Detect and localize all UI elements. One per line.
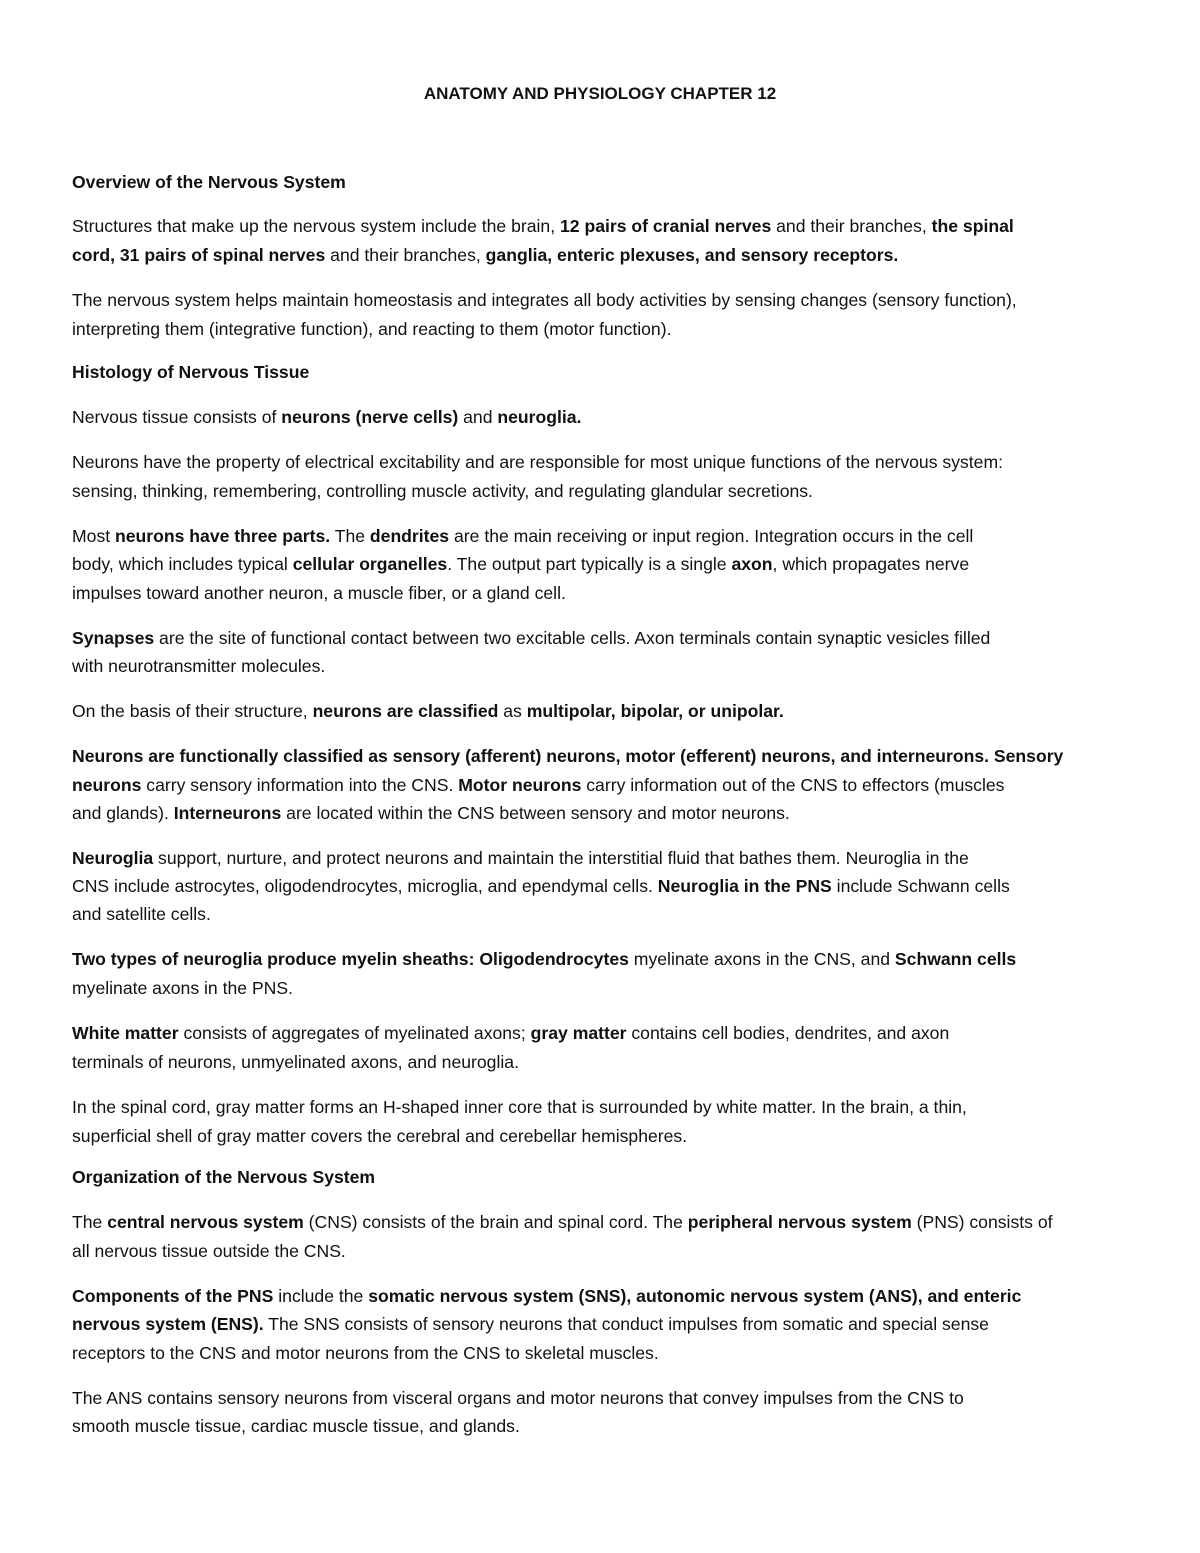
text-run: terminals of neurons, unmyelinated axons, and neuroglia. (72, 1052, 519, 1072)
text-run: interpreting them (integrative function), and reacting to them (motor function). (72, 319, 672, 339)
text-run: The SNS consists of sensory neurons that conduct impulses from somatic and special sense (263, 1314, 989, 1334)
text-run: CNS include astrocytes, oligodendrocytes, microglia, and ependymal cells. (72, 876, 658, 896)
text-run: The (330, 526, 370, 546)
text-run: carry information out of the CNS to effectors (muscles (581, 775, 1005, 795)
text-run: Structures that make up the nervous system include the brain, (72, 216, 560, 236)
bold-term: cellular organelles (292, 554, 448, 574)
bold-term: somatic nervous system (SNS), autonomic nervous system (ANS), and enteric (368, 1286, 1022, 1306)
document-title: ANATOMY AND PHYSIOLOGY CHAPTER 12 (423, 84, 777, 103)
bold-term: 12 pairs of cranial nerves (560, 216, 772, 236)
bold-term: axon (731, 554, 773, 574)
bold-term: dendrites (369, 526, 450, 546)
text-line (72, 903, 211, 925)
bold-term: neuroglia. (497, 407, 582, 427)
bold-term: White matter (72, 1023, 179, 1043)
text-run: The ANS contains sensory neurons from visceral organs and motor neurons that convey impulses from the CNS to (72, 1388, 964, 1408)
text-line (72, 289, 1017, 311)
bold-term: peripheral nervous system (687, 1212, 912, 1232)
text-run: include Schwann cells (831, 876, 1010, 896)
text-run: and (458, 407, 498, 427)
text-line (72, 1342, 659, 1364)
text-line (72, 875, 1010, 897)
text-run: include the (273, 1286, 369, 1306)
bold-term: Neurons are functionally classified as sensory (afferent) neurons, motor (efferent) neurons, and interneurons. Sensory (72, 746, 1064, 766)
text-line (72, 627, 990, 649)
text-line (72, 948, 1016, 970)
text-run: are the site of functional contact between two excitable cells. Axon terminals contain synaptic vesicles filled (154, 628, 991, 648)
text-run: smooth muscle tissue, cardiac muscle tissue, and glands. (72, 1416, 520, 1436)
text-line (72, 525, 973, 547)
bold-term: Neuroglia (72, 848, 154, 868)
text-run: all nervous tissue outside the CNS. (72, 1241, 346, 1261)
bold-term: Interneurons (173, 803, 282, 823)
heading-organization: Organization of the Nervous System (72, 1167, 376, 1187)
text-run: On the basis of their structure, (72, 701, 313, 721)
text-line (72, 215, 1014, 237)
text-run: In the spinal cord, gray matter forms an H-shaped inner core that is surrounded by white matter. In the brain, a thin, (72, 1097, 967, 1117)
text-line (72, 1387, 964, 1409)
heading-overview: Overview of the Nervous System (72, 172, 346, 192)
text-run: body, which includes typical (72, 554, 293, 574)
text-run: and their branches, (325, 245, 486, 265)
text-line (72, 1211, 1053, 1233)
bold-term: Synapses (72, 628, 155, 648)
bold-term: multipolar, bipolar, or unipolar. (526, 701, 784, 721)
bold-term: Motor neurons (458, 775, 582, 795)
text-line (72, 1125, 687, 1147)
text-line (72, 655, 325, 677)
text-line (72, 745, 1063, 767)
text-line (72, 977, 293, 999)
text-run: with neurotransmitter molecules. (72, 656, 326, 676)
text-run: and their branches, (771, 216, 932, 236)
text-line (72, 1022, 949, 1044)
text-run: receptors to the CNS and motor neurons from the CNS to skeletal muscles. (72, 1343, 659, 1363)
text-line (72, 847, 969, 869)
text-run: as (498, 701, 527, 721)
text-run: impulses toward another neuron, a muscle fiber, or a gland cell. (72, 583, 566, 603)
bold-term: central nervous system (107, 1212, 304, 1232)
text-line (72, 700, 784, 722)
bold-term: ganglia, enteric plexuses, and sensory receptors. (485, 245, 899, 265)
bold-term: neurons (nerve cells) (281, 407, 459, 427)
bold-term: gray matter (530, 1023, 627, 1043)
text-line (72, 553, 969, 575)
text-run: contains cell bodies, dendrites, and axon (626, 1023, 950, 1043)
bold-term: nervous system (ENS). (72, 1314, 264, 1334)
text-run: The nervous system helps maintain homeostasis and integrates all body activities by sensing changes (sensory function), (72, 290, 1017, 310)
text-run: myelinate axons in the PNS. (72, 978, 294, 998)
bold-term: neurons have three parts. (115, 526, 331, 546)
bold-term: cord, 31 pairs of spinal nerves (72, 245, 326, 265)
bold-term: Schwann cells (894, 949, 1017, 969)
text-line (72, 774, 1004, 796)
bold-term: Neuroglia in the PNS (657, 876, 832, 896)
text-run: and satellite cells. (72, 904, 211, 924)
text-run: are the main receiving or input region. Integration occurs in the cell (449, 526, 974, 546)
text-run: Nervous tissue consists of (72, 407, 282, 427)
text-run: support, nurture, and protect neurons and maintain the interstitial fluid that bathes them. Neuroglia in the (153, 848, 969, 868)
text-run: The (72, 1212, 108, 1232)
text-line (72, 451, 1003, 473)
text-run: (CNS) consists of the brain and spinal cord. The (303, 1212, 688, 1232)
text-line (72, 244, 898, 266)
text-line (72, 406, 581, 428)
text-run: myelinate axons in the CNS, and (628, 949, 895, 969)
bold-term: neurons (72, 775, 142, 795)
text-line (72, 582, 566, 604)
text-line (72, 802, 790, 824)
text-run: . The output part typically is a single (447, 554, 732, 574)
text-line (72, 1051, 519, 1073)
bold-term: Components of the PNS (72, 1286, 274, 1306)
text-run: and glands). (72, 803, 174, 823)
text-run: are located within the CNS between sensory and motor neurons. (281, 803, 790, 823)
text-run: superficial shell of gray matter covers the cerebral and cerebellar hemispheres. (72, 1126, 688, 1146)
text-run: , which propagates nerve (772, 554, 970, 574)
bold-term: the spinal (931, 216, 1014, 236)
text-line (72, 318, 671, 340)
text-run: sensing, thinking, remembering, controlling muscle activity, and regulating glandular secretions. (72, 481, 813, 501)
text-run: consists of aggregates of myelinated axons; (178, 1023, 531, 1043)
heading-histology: Histology of Nervous Tissue (72, 362, 310, 382)
text-line (72, 1240, 346, 1262)
text-line (72, 1096, 967, 1118)
text-run: Most (72, 526, 116, 546)
bold-term: Two types of neuroglia produce myelin sheaths: Oligodendrocytes (72, 949, 629, 969)
text-line (72, 1313, 989, 1335)
text-line (72, 1415, 520, 1437)
text-line (72, 1285, 1021, 1307)
text-line (72, 480, 813, 502)
text-run: Neurons have the property of electrical excitability and are responsible for most unique functions of the nervous system: (72, 452, 1003, 472)
text-run: carry sensory information into the CNS. (141, 775, 459, 795)
bold-term: neurons are classified (312, 701, 499, 721)
text-run: (PNS) consists of (911, 1212, 1053, 1232)
